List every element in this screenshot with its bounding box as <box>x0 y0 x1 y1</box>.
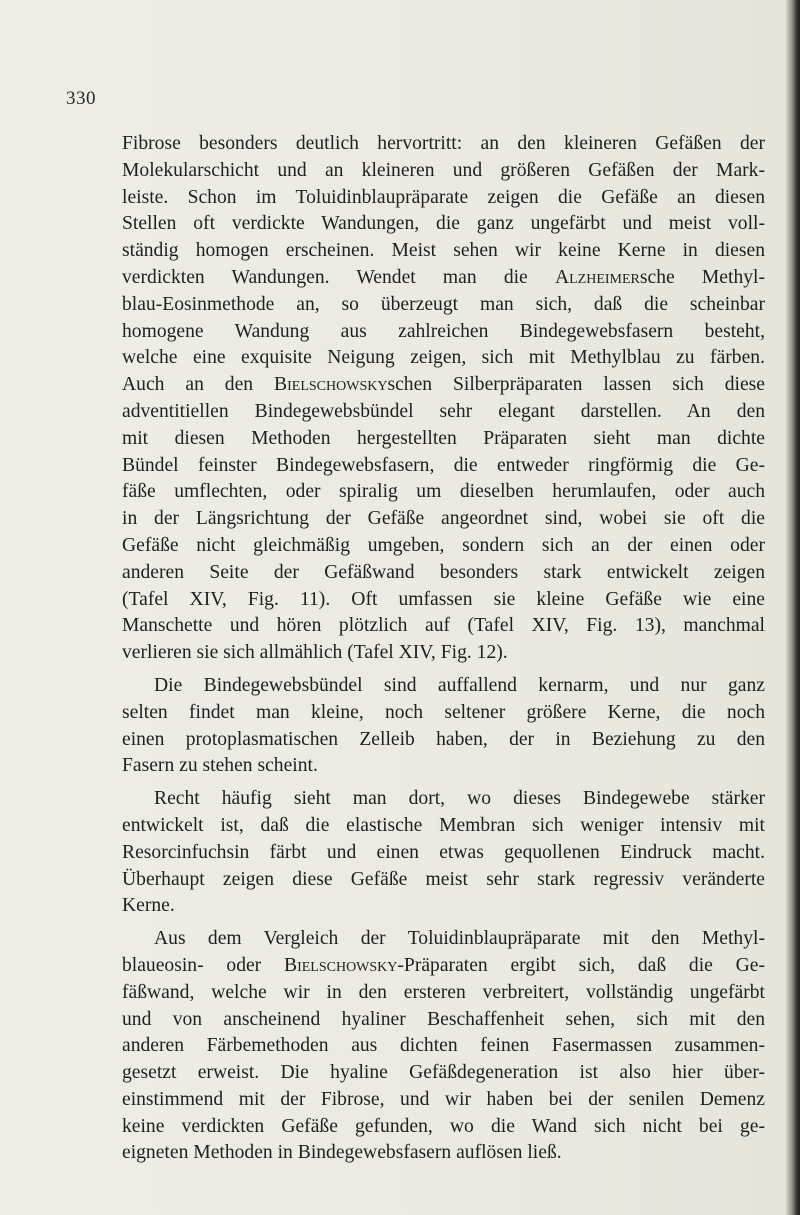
text-line: keine verdickten Gefäße gefunden, wo die Wand sich nicht bei ge- <box>122 1115 765 1137</box>
author-name: Alzheimer <box>554 266 640 288</box>
text-line: einen protoplasmatischen Zelleib haben, der in Beziehung zu den <box>122 728 765 750</box>
text-line: (Tafel XIV, Fig. 11). Oft umfassen sie kleine Gefäße wie eine <box>122 588 765 610</box>
text-line: eigneten Methoden in Bindegewebsfasern auflösen ließ. <box>122 1142 562 1164</box>
text-line: Bündel feinster Bindegewebsfasern, die entweder ringförmig die Ge- <box>122 454 765 476</box>
text-line: Die Bindegewebsbündel sind auffallend kernarm, und nur ganz <box>154 674 765 696</box>
text-line: Molekularschicht und an kleineren und größeren Gefäßen der Mark- <box>122 159 765 181</box>
text-line: homogene Wandung aus zahlreichen Bindegewebsfasern besteht, <box>122 320 765 342</box>
text-line: verlieren sie sich allmählich (Tafel XIV, Fig. 12). <box>122 642 508 664</box>
paragraph <box>122 131 765 667</box>
text-line: leiste. Schon im Toluidinblaupräparate zeigen die Gefäße an diesen <box>122 186 765 208</box>
text-line: selten findet man kleine, noch seltener größere Kerne, die noch <box>122 701 765 723</box>
text-line: Stellen oft verdickte Wandungen, die ganz ungefärbt und meist voll- <box>122 213 765 235</box>
text-line: einstimmend mit der Fibrose, und wir haben bei der senilen Demenz <box>122 1088 765 1110</box>
text-line: welche eine exquisite Neigung zeigen, sich mit Methylblau zu färben. <box>122 347 765 369</box>
text-line: Resorcinfuchsin färbt und einen etwas gequollenen Eindruck macht. <box>122 841 765 863</box>
text-line: Manschette und hören plötzlich auf (Tafel XIV, Fig. 13), manchmal <box>122 615 765 637</box>
text-line: blaueosin- oder Bielschowsky-Präparaten ergibt sich, daß die Ge- <box>122 954 766 976</box>
text-line: entwickelt ist, daß die elastische Membran sich weniger intensiv mit <box>122 814 765 836</box>
text-line: Kerne. <box>122 895 175 917</box>
text-line: fäßwand, welche wir in den ersteren verbreitert, vollständig ungefärbt <box>122 981 765 1003</box>
text-line: Auch an den Bielschowskyschen Silberpräparaten lassen sich diese <box>122 374 765 396</box>
text-line: anderen Färbemethoden aus dichten feinen Fasermassen zusammen- <box>122 1035 765 1057</box>
text-line: ständig homogen erscheinen. Meist sehen wir keine Kerne in diesen <box>122 240 765 262</box>
text-line: verdickten Wandungen. Wendet man die Alzheimersche Methyl- <box>122 266 766 288</box>
paragraph <box>122 926 765 1167</box>
text-line: Überhaupt zeigen diese Gefäße meist sehr stark regressiv veränderte <box>122 868 765 890</box>
text-line: fäße umflechten, oder spiralig um dieselben herumlaufen, oder auch <box>122 481 765 503</box>
text-line: anderen Seite der Gefäßwand besonders stark entwickelt zeigen <box>122 561 765 583</box>
text-line: mit diesen Methoden hergestellten Präparaten sieht man dichte <box>122 427 765 449</box>
text-line: Fibrose besonders deutlich hervortritt: an den kleineren Gefäßen der <box>122 133 765 154</box>
paragraph <box>122 786 765 920</box>
author-name: Bielschowsky <box>274 374 388 396</box>
text-line: gesetzt erweist. Die hyaline Gefäßdegeneration ist also hier über- <box>122 1062 765 1084</box>
author-name: Bielschowsky <box>284 954 398 976</box>
text-line: Aus dem Vergleich der Toluidinblaupräparate mit den Methyl- <box>154 928 765 950</box>
text-line: Fasern zu stehen scheint. <box>122 755 318 777</box>
page-binding-edge <box>786 0 800 1215</box>
text-line: blau-Eosinmethode an, so überzeugt man sich, daß die scheinbar <box>122 293 765 315</box>
text-line: und von anscheinend hyaliner Beschaffenheit sehen, sich mit den <box>122 1008 765 1030</box>
text-line: adventitiellen Bindegewebsbündel sehr elegant darstellen. An den <box>122 400 765 422</box>
paragraph <box>122 673 765 780</box>
page-number: 330 <box>66 88 96 109</box>
body-text <box>122 131 765 1167</box>
text-line: Recht häufig sieht man dort, wo dieses Bindegewebe stärker <box>154 788 765 810</box>
text-line: in der Längsrichtung der Gefäße angeordnet sind, wobei sie oft die <box>122 508 765 530</box>
text-line: Gefäße nicht gleichmäßig umgeben, sondern sich an der einen oder <box>122 534 765 556</box>
